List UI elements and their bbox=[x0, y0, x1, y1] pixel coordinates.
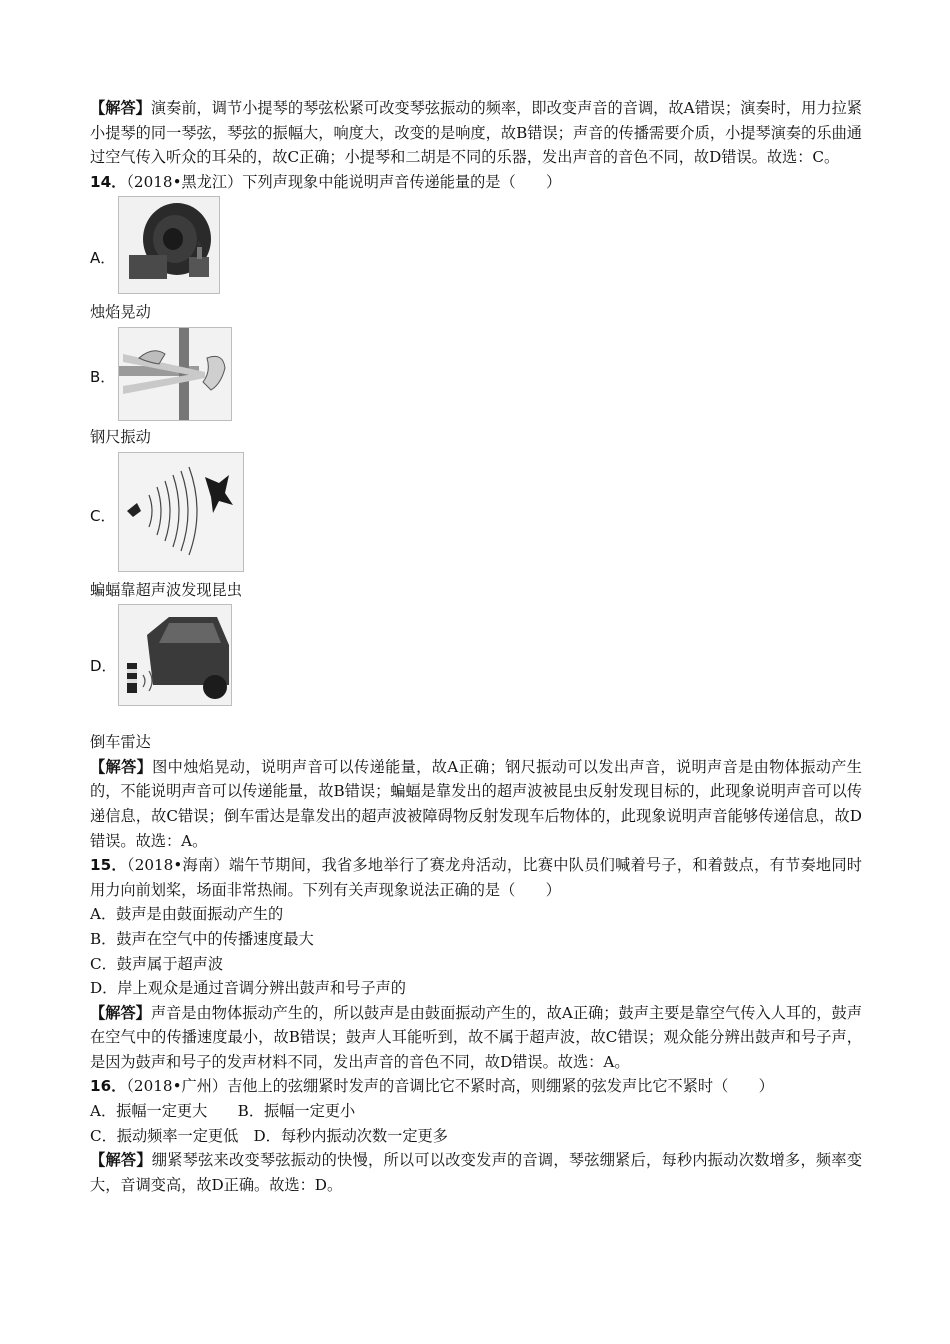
option-a: A．鼓声是由鼓面振动产生的 bbox=[90, 905, 284, 924]
option-caption: 烛焰晃动 bbox=[90, 303, 151, 322]
option-label: B． bbox=[90, 367, 116, 386]
answer-text: 图中烛焰晃动，说明声音可以传递能量，故A正确；钢尺振动可以发出声音，说明声音是由物体振动产生的，不能说明声音可以传递能量，故B错误；蝙蝠是靠发出的超声波被昆虫反射发现目标的，此现象说明声音可以传递信息，故C错误；倒车雷达是靠发出的超声波被障碍物反射发现车后物体的，此现象说明声音能够传递信息，故D错误。故选：A。 bbox=[90, 757, 862, 850]
option-c: C．鼓声属于超声波 bbox=[90, 954, 224, 973]
options-ab: A．振幅一定更大 B．振幅一定更小 bbox=[90, 1102, 356, 1121]
option-label: A． bbox=[90, 249, 116, 268]
option-caption: 倒车雷达 bbox=[90, 733, 151, 752]
ruler-vibration-image bbox=[118, 327, 232, 421]
document-page bbox=[90, 96, 862, 1197]
option-d-row bbox=[90, 604, 862, 708]
q15-stem bbox=[90, 853, 862, 902]
answer-label: 【解答】 bbox=[90, 99, 151, 117]
option-caption: 钢尺振动 bbox=[90, 427, 151, 446]
option-b-row bbox=[90, 327, 862, 423]
answer-text: 演奏前，调节小提琴的琴弦松紧可改变琴弦振动的频率，即改变声音的音调，故A错误；演奏时，用力拉紧小提琴的同一琴弦，琴弦的振幅大，响度大，改变的是响度，故B错误；声音的传播需要介质，小提琴演奏的乐曲通过空气传入听众的耳朵的，故C正确；小提琴和二胡是不同的乐器，发出声音的音色不同，故D错误。故选：C。 bbox=[90, 99, 863, 167]
q16-stem bbox=[90, 1074, 862, 1099]
q16-answer bbox=[90, 1148, 862, 1197]
car-radar-image bbox=[118, 604, 232, 706]
option-label: D． bbox=[90, 657, 117, 676]
answer-text: 绷紧琴弦来改变琴弦振动的快慢，所以可以改变发声的音调，琴弦绷紧后，每秒内振动次数增多，频率变大，音调变高，故D正确。故选：D。 bbox=[90, 1151, 863, 1194]
answer-label: 【解答】 bbox=[90, 1003, 151, 1022]
option-d: D．岸上观众是通过音调分辨出鼓声和号子声的 bbox=[90, 979, 406, 998]
question-text: （2018•黑龙江）下列声现象中能说明声音传递能量的是（ ） bbox=[126, 172, 562, 191]
q14-stem bbox=[90, 170, 862, 195]
option-c-row bbox=[90, 452, 862, 574]
question-number: 15． bbox=[90, 856, 127, 875]
options-cd: C．振动频率一定更低 D．每秒内振动次数一定更多 bbox=[90, 1126, 448, 1145]
answer-label: 【解答】 bbox=[90, 1151, 152, 1170]
q15-answer bbox=[90, 1001, 862, 1075]
option-b: B．鼓声在空气中的传播速度最大 bbox=[90, 929, 314, 948]
bat-ultrasound-image bbox=[118, 452, 244, 572]
q14-answer bbox=[90, 755, 862, 853]
question-text: （2018•海南）端午节期间，我省多地举行了赛龙舟活动，比赛中队员们喊着号子，和着鼓点，有节奏地同时用力向前划桨，场面非常热闹。下列有关声现象说法正确的是（ ） bbox=[90, 856, 862, 899]
question-number: 16． bbox=[90, 1077, 127, 1096]
question-text: （2018•广州）吉他上的弦绷紧时发声的音调比它不紧时高，则绷紧的弦发声比它不紧时（ ） bbox=[126, 1077, 774, 1096]
answer-label: 【解答】 bbox=[90, 757, 153, 776]
option-label: C． bbox=[90, 506, 116, 525]
option-a-row bbox=[90, 194, 862, 294]
option-caption: 蝙蝠靠超声波发现昆虫 bbox=[90, 580, 242, 599]
answer-text: 声音是由物体振动产生的，所以鼓声是由鼓面振动产生的，故A正确；鼓声主要是靠空气传入人耳的，鼓声在空气中的传播速度最小，故B错误；鼓声人耳能听到，故不属于超声波，故C错误；观众能分辨出鼓声和号子声，是因为鼓声和号子的发声材料不同，发出声音的音色不同，故D错误。故选：A。 bbox=[90, 1003, 863, 1071]
q13-answer bbox=[90, 96, 862, 170]
speaker-candle-image bbox=[118, 196, 220, 294]
question-number: 14． bbox=[90, 172, 127, 191]
